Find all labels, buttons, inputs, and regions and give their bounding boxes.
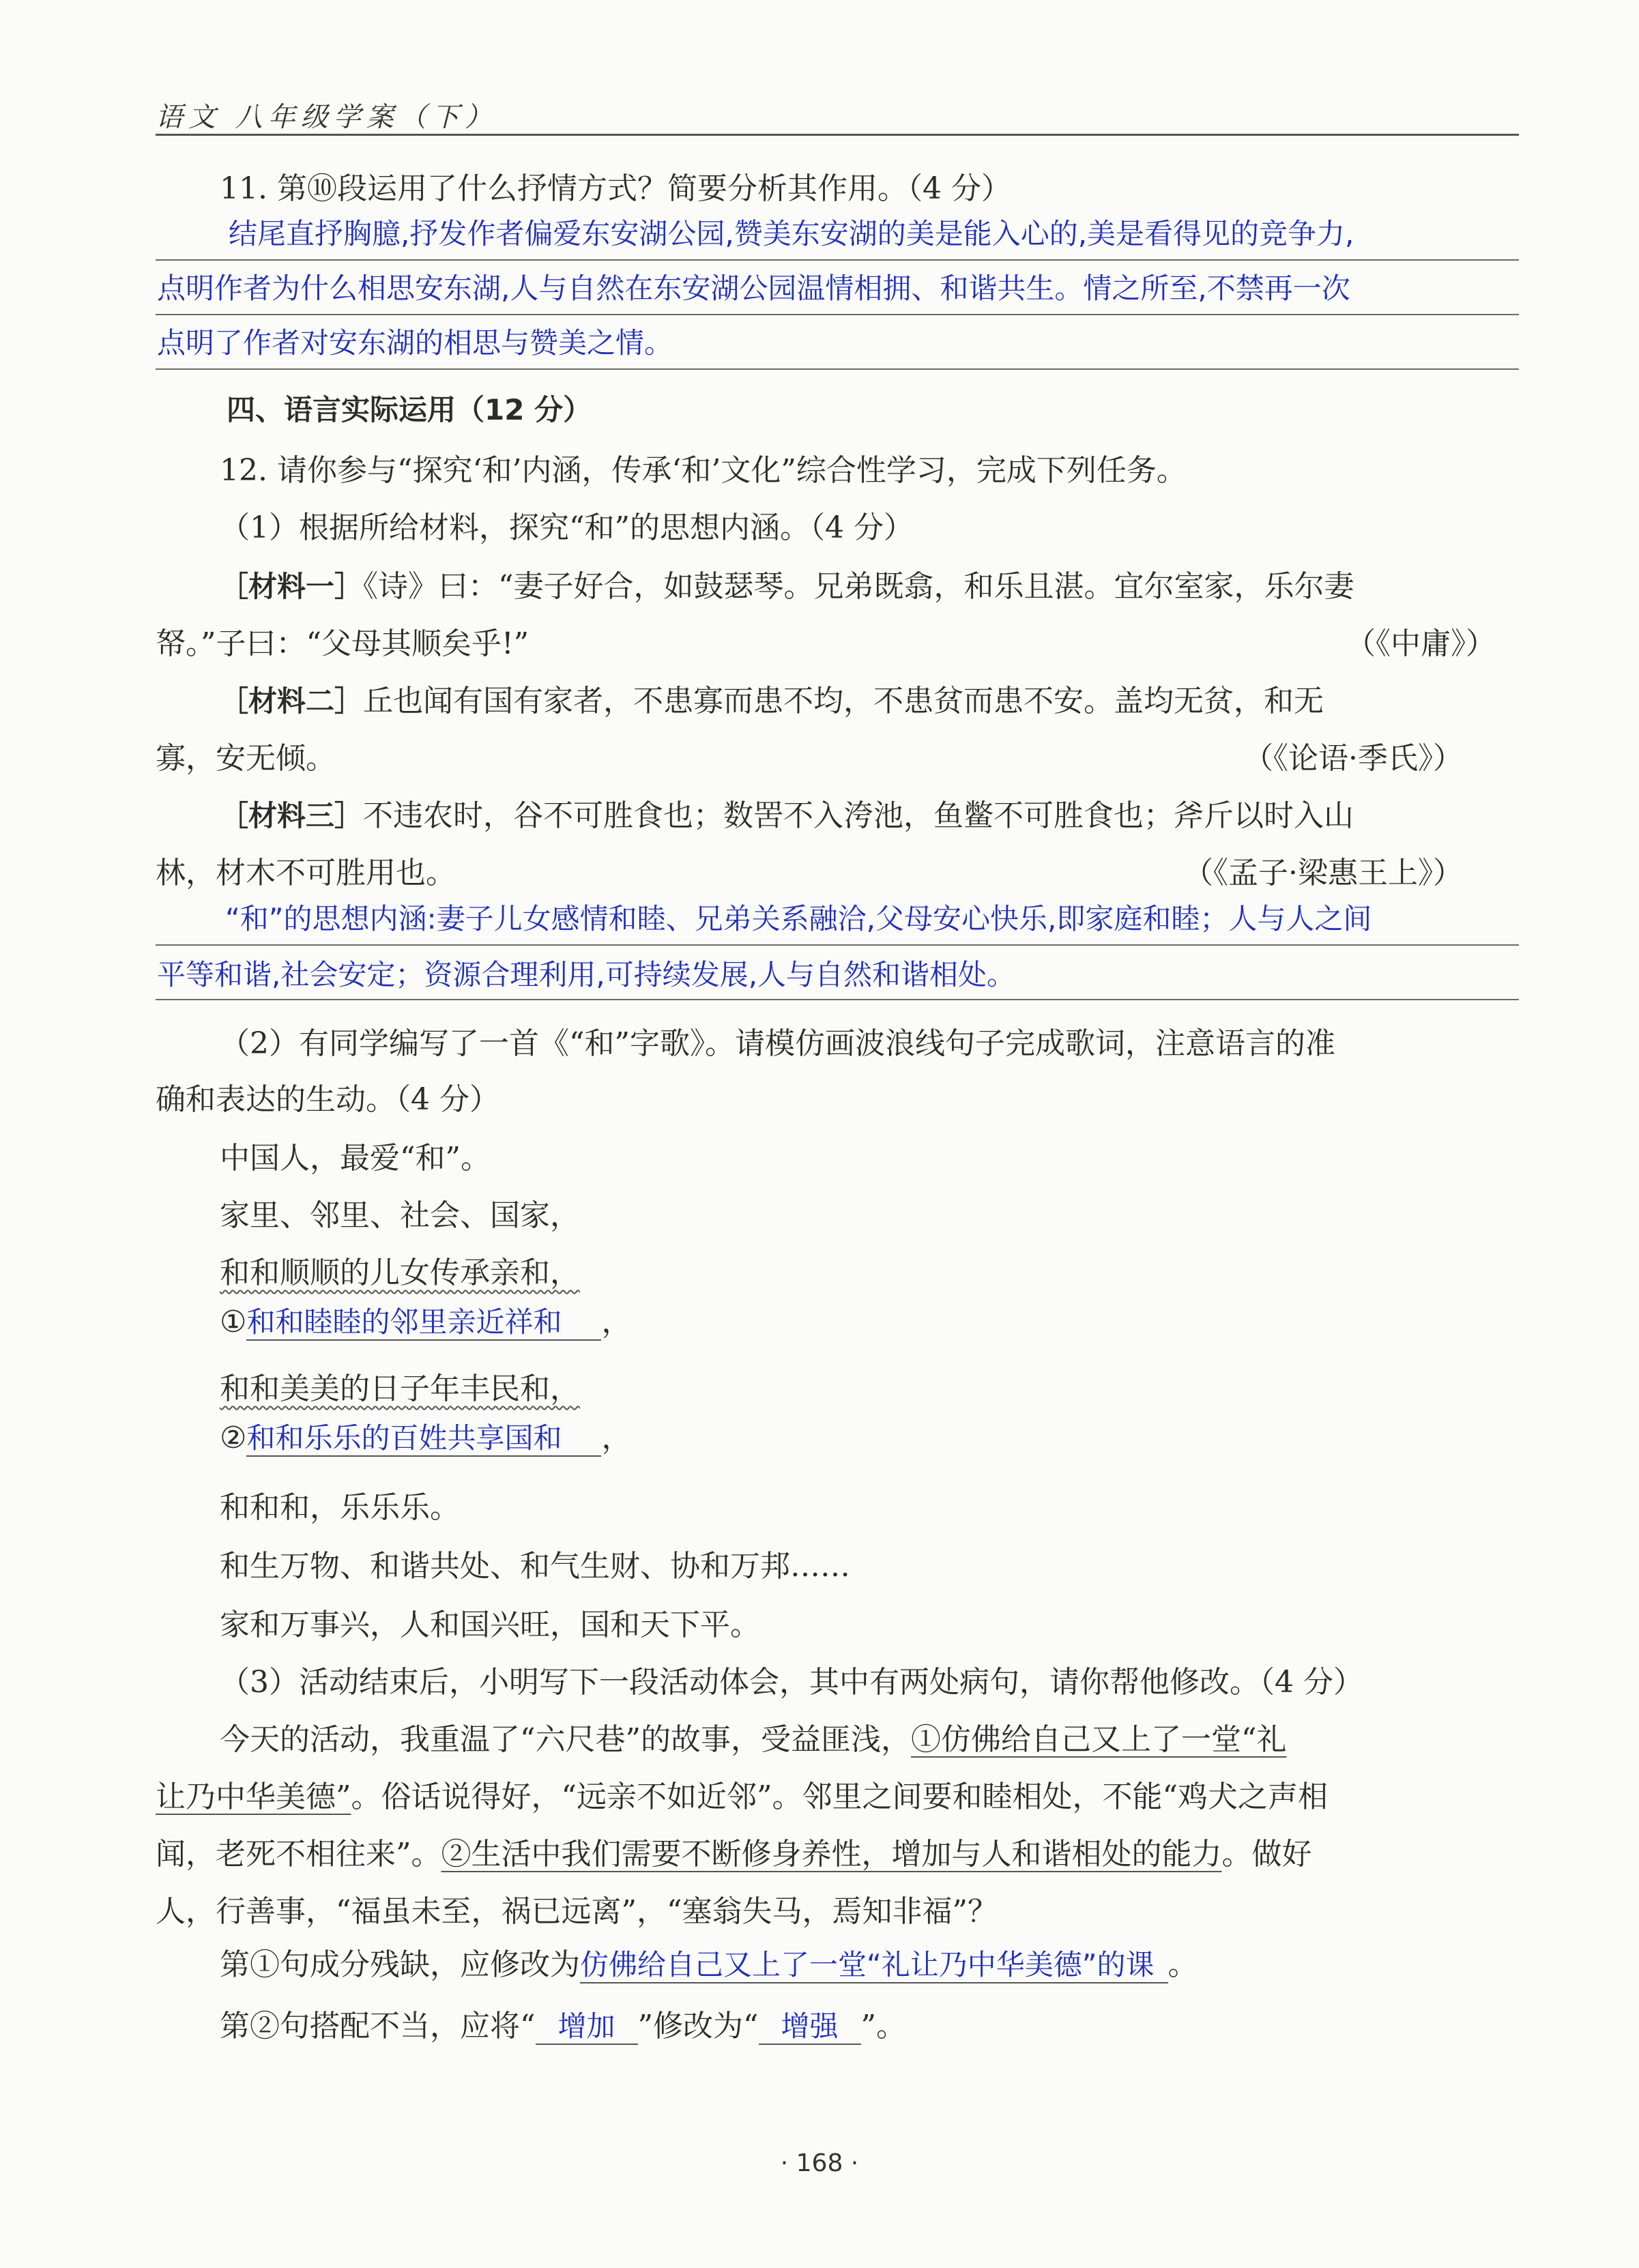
answer-rule [156,944,1519,946]
header-title: 语文 八年级学案（下） [156,102,497,133]
song-answer-1: 和和睦睦的邻里亲近祥和 [246,1308,601,1341]
material-3-line1: ［材料三］不违农时，谷不可胜食也；数罟不入洿池，鱼鳖不可胜食也；斧斤以时入山 [220,798,1354,833]
fix-1: 第①句成分残缺，应修改为仿佛给自己又上了一堂“礼让乃中华美德”的课 。 [220,1947,1198,1982]
material-1-source: （《中庸》） [1346,626,1496,661]
material-2-line1: ［材料二］丘也闻有国有家者，不患寡而患不均，不患贫而患不安。盖均无贫，和无 [220,684,1324,718]
song-line: 家和万事兴，人和国兴旺，国和天下平。 [220,1608,760,1642]
paragraph-line: 让乃中华美德”。俗话说得好，“远亲不如近邻”。邻里之间要和睦相处，不能“鸡犬之声相 [156,1779,1328,1814]
material-1-line2: 帑。”子曰：“父母其顺矣乎!” [156,626,530,661]
section-title: 四、语言实际运用（12 分） [227,393,592,426]
song-line-wavy: 和和美美的日子年丰民和， [220,1371,580,1406]
material-2-source: （《论语·季氏》） [1243,741,1463,776]
material-2-label: ［材料二］ [220,684,364,718]
paragraph-line: 人，行善事，“福虽未至，祸已远离”，“塞翁失马，焉知非福”？ [156,1894,998,1929]
sick-sentence-1: ①仿佛给自己又上了一堂“礼 [911,1722,1287,1757]
fix-2-answer-a: 增加 [536,2012,638,2045]
page-header [156,96,1519,136]
part1-answer-line: “和”的思想内涵:妻子儿女感情和睦、兄弟关系融洽,父母安心快乐,即家庭和睦；人与人之间 [225,902,1372,935]
song-answer-2: 和和乐乐的百姓共享国和 [246,1424,601,1457]
q11-answer-line: 结尾直抒胸臆,抒发作者偏爱东安湖公园,赞美东安湖的美是能入心的,美是看得见的竞争力, [229,217,1354,250]
answer-rule [156,999,1519,1000]
q12-part2-line1: （2）有同学编写了一首《“和”字歌》。请模仿画波浪线句子完成歌词，注意语言的准 [220,1026,1335,1061]
q12-part1: （1）根据所给材料，探究“和”的思想内涵。（4 分） [220,510,914,545]
q11-answer-line: 点明作者为什么相思安东湖,人与自然在东安湖公园温情相拥、和谐共生。情之所至,不禁再一次 [157,272,1350,305]
song-line: 中国人，最爱“和”。 [220,1141,491,1176]
material-3-line2: 林，材木不可胜用也。 [156,856,456,890]
song-line: 和生万物、和谐共处、和气生财、协和万邦…… [220,1549,850,1584]
sick-sentence-2: ②生活中我们需要不断修身养性，增加与人和谐相处的能力 [441,1837,1222,1872]
fix-1-answer: 仿佛给自己又上了一堂“礼让乃中华美德”的课 [580,1951,1168,1983]
material-3-label: ［材料三］ [220,799,364,832]
song-line-wavy: 和和顺顺的儿女传承亲和， [220,1255,580,1290]
song-line: 家里、邻里、社会、国家， [220,1198,580,1233]
q12-part2-line2: 确和表达的生动。（4 分） [156,1082,499,1117]
q11-answer-line: 点明了作者对安东湖的相思与赞美之情。 [157,326,673,360]
page-number: · 168 · [780,2149,859,2177]
material-1-label: ［材料一］ [220,570,364,603]
q11-question: 11. 第⑩段运用了什么抒情方式？简要分析其作用。（4 分） [220,171,1011,206]
material-3-source: （《孟子·梁惠王上》） [1183,856,1463,890]
song-blank-2: ②和和乐乐的百姓共享国和 ， [220,1421,632,1455]
paragraph-line: 今天的活动，我重温了“六尺巷”的故事，受益匪浅，①仿佛给自己又上了一堂“礼 [220,1722,1287,1757]
answer-rule [156,368,1519,370]
material-1-line1: ［材料一］《诗》曰：“妻子好合，如鼓瑟琴。兄弟既翕，和乐且湛。宜尔室家，乐尔妻 [220,569,1354,604]
part1-answer-line: 平等和谐,社会安定；资源合理利用,可持续发展,人与自然和谐相处。 [157,958,1016,991]
fix-2: 第②句搭配不当，应将“ 增加 ”修改为“ 增强 ”。 [220,2009,906,2044]
q12-intro: 12. 请你参与“探究‘和’内涵，传承‘和’文化”综合性学习，完成下列任务。 [220,453,1187,488]
answer-rule [156,259,1519,261]
song-line: 和和和，乐乐乐。 [220,1490,460,1525]
material-2-line2: 寡，安无倾。 [156,741,336,776]
fix-2-answer-b: 增强 [759,2012,861,2045]
paragraph-line: 闻，老死不相往来”。②生活中我们需要不断修身养性，增加与人和谐相处的能力。做好 [156,1837,1312,1872]
sick-sentence-1: 让乃中华美德” [156,1779,351,1814]
song-blank-1: ①和和睦睦的邻里亲近祥和 ， [220,1305,632,1339]
answer-rule [156,314,1519,315]
q12-part3: （3）活动结束后，小明写下一段活动体会，其中有两处病句，请你帮他修改。（4 分） [220,1665,1363,1700]
